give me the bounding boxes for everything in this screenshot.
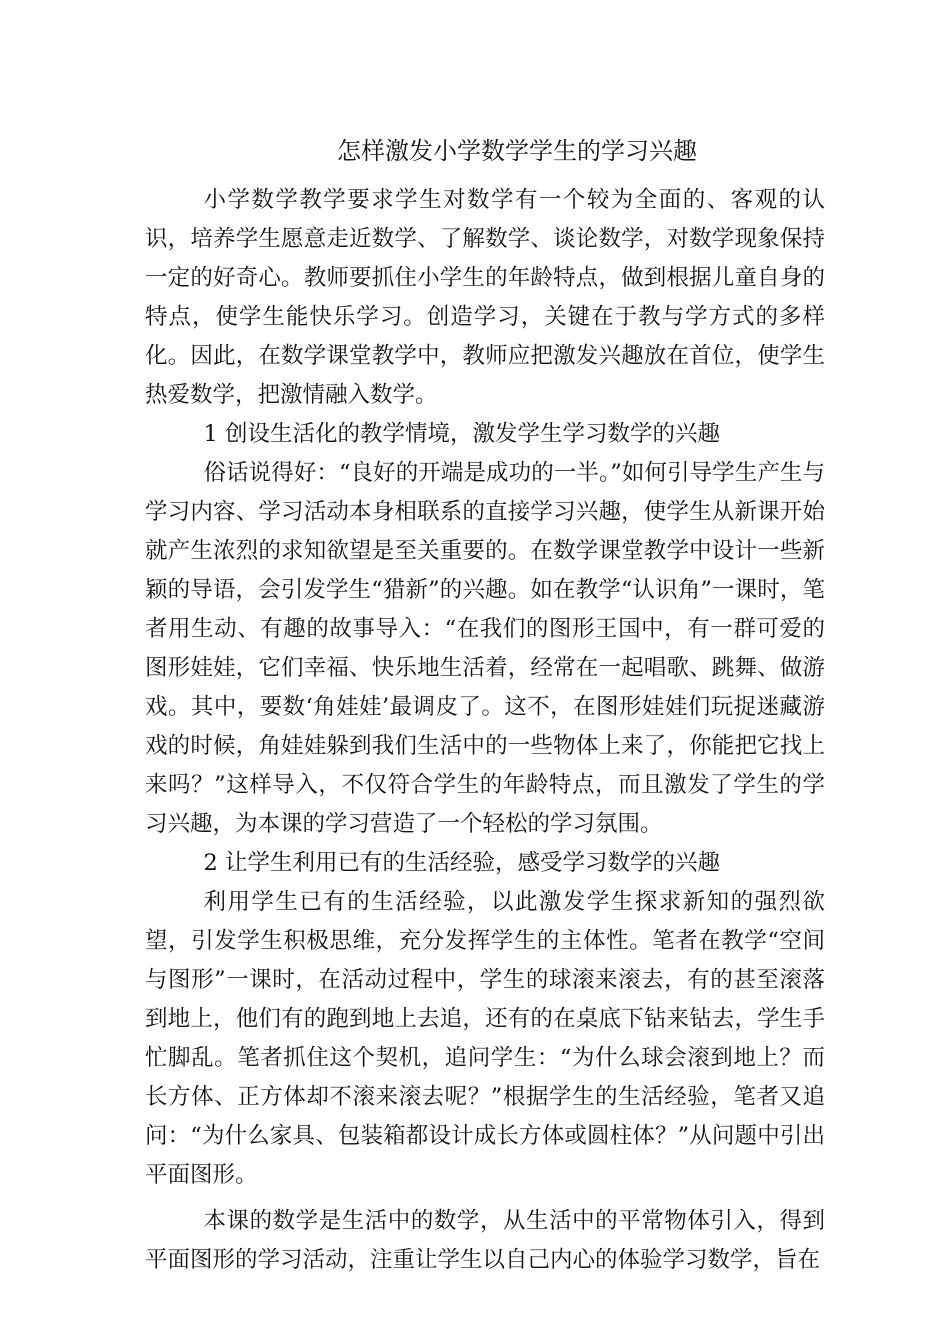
document-title: 怎样激发小学数学学生的学习兴趣	[337, 137, 697, 165]
paragraph-section-1: 俗话说得好：“良好的开端是成功的一半。”如何引导学生产生与学习内容、学习活动本身相联系的直接学习兴趣，使学生从新课开始就产生浓烈的求知欲望是至关重要的。在数学课堂教学中设计一些新颖的导语，会引发学生“猎新”的兴趣。如在教学“认识角”一课时，笔者用生动、有趣的故事导入：“在我们的图形王国中，有一群可爱的图形娃娃，它们幸福、快乐地生活着，经常在一起唱歌、跳舞、做游戏。其中，要数‘角娃娃’最调皮了。这不，在图形娃娃们玩捉迷藏游戏的时候，角娃娃躲到我们生活中的一些物体上来了，你能把它找上来吗？”这样导入，不仅符合学生的年龄特点，而且激发了学生的学习兴趣，为本课的学习营造了一个轻松的学习氛围。	[145, 460, 825, 837]
document-body	[145, 181, 825, 1280]
paragraph-intro: 小学数学教学要求学生对数学有一个较为全面的、客观的认识，培养学生愿意走近数学、了解数学、谈论数学，对数学现象保持一定的好奇心。教师要抓住小学生的年龄特点，做到根据儿童自身的特点，使学生能快乐学习。创造学习，关键在于教与学方式的多样化。因此，在数学课堂教学中，教师应把激发兴趣放在首位，使学生热爱数学，把激情融入数学。	[145, 187, 825, 408]
section-heading-2: 2 让学生利用已有的生活经验，感受学习数学的兴趣	[203, 850, 720, 876]
section-heading-1: 1 创设生活化的教学情境，激发学生学习数学的兴趣	[203, 421, 720, 447]
paragraph-section-2: 利用学生已有的生活经验，以此激发学生探求新知的强烈欲望，引发学生积极思维，充分发挥学生的主体性。笔者在教学“空间与图形”一课时，在活动过程中，学生的球滚来滚去，有的甚至滚落到地上，他们有的跑到地上去追，还有的在桌底下钻来钻去，学生手忙脚乱。笔者抓住这个契机，追问学生：“为什么球会滚到地上？而长方体、正方体却不滚来滚去呢？”根据学生的生活经验，笔者又追问：“为什么家具、包装箱都设计成长方体或圆柱体？”从问题中引出平面图形。	[145, 889, 825, 1188]
paragraph-continued: 本课的数学是生活中的数学，从生活中的平常物体引入，得到平面图形的学习活动，注重让学生以自己内心的体验学习数学，旨在	[145, 1208, 825, 1273]
